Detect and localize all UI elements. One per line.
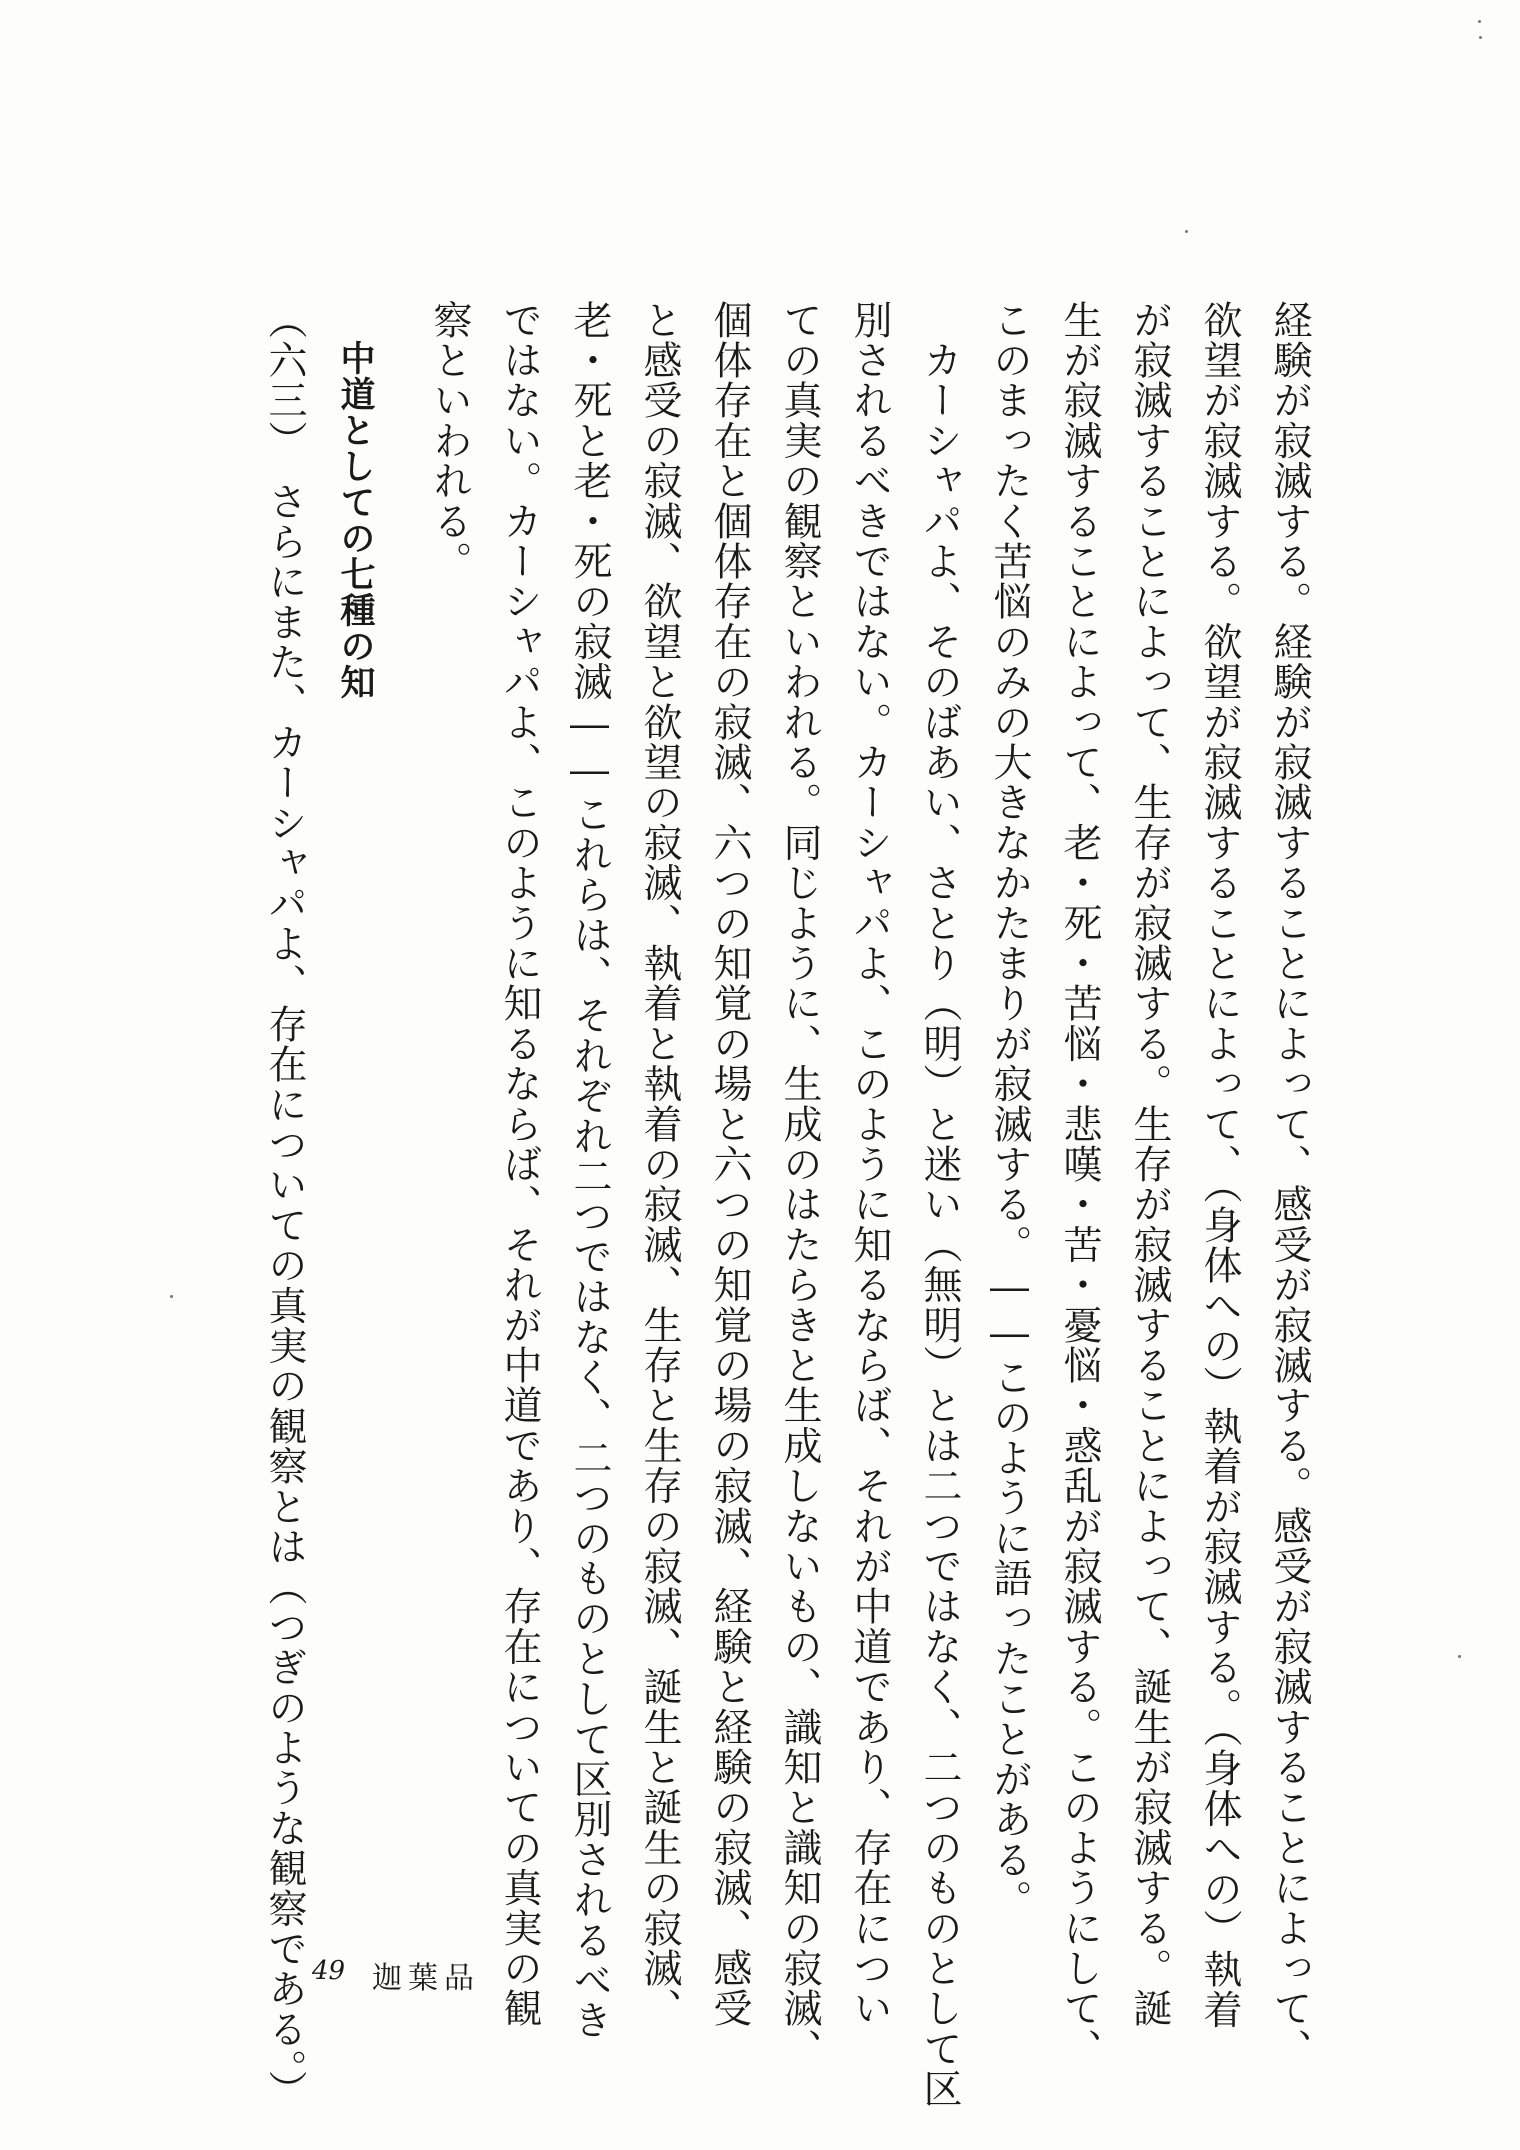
body-column-3: が寂滅することによって、生存が寂滅する。生存が寂滅することによって、誕生が寂滅する。誕 (1127, 300, 1172, 2029)
body-column-13: 察といわれる。 (427, 300, 472, 582)
body-column-5: このまったく苦悩のみの大きなかたまりが寂滅する。――このように語ったことがある。 (987, 300, 1032, 1920)
body-column-6: カーシャパよ、そのばあい、さとり（明）と迷い（無明）とは二つではなく、二つのものとして区 (917, 300, 962, 2109)
scan-speck (1185, 230, 1188, 233)
scan-speck (1478, 20, 1481, 23)
section-column-1: （六三） さらにまた、カーシャパよ、存在についての真実の観察とは（つぎのような観察である。） (262, 300, 307, 2111)
body-column-8: ての真実の観察といわれる。同じように、生成のはたらきと生成しないもの、識知と識知の寂滅、 (777, 300, 822, 2069)
section-heading: 中道としての七種の知 (335, 340, 375, 700)
scan-speck (1458, 1655, 1461, 1658)
body-column-10: と感受の寂滅、欲望と欲望の寂滅、執着と執着の寂滅、生存と生存の寂滅、誕生と誕生の寂滅、 (637, 300, 682, 2029)
body-column-12: ではない。カーシャパよ、このように知るならば、それが中道であり、存在についての真実の観 (497, 300, 542, 2029)
body-column-7: 別されるべきではない。カーシャパよ、このように知るならば、それが中道であり、存在につい (847, 300, 892, 2029)
body-column-1: 経験が寂滅する。経験が寂滅することによって、感受が寂滅する。感受が寂滅することによって、 (1267, 300, 1312, 2069)
body-column-4: 生が寂滅することによって、老・死・苦悩・悲嘆・苦・憂悩・惑乱が寂滅する。このようにして、 (1057, 300, 1102, 2069)
scan-speck (1479, 36, 1482, 39)
body-column-11: 老・死と老・死の寂滅――これらは、それぞれ二つではなく、二つのものとして区別されるべき (567, 300, 612, 2041)
body-column-2: 欲望が寂滅する。欲望が寂滅することによって、（身体への）執着が寂滅する。（身体への）執着 (1197, 300, 1242, 2030)
chapter-title: 迦葉品 (372, 1961, 480, 1996)
page-number: 49 (312, 1956, 346, 1986)
scan-speck (170, 1295, 173, 1298)
body-column-9: 個体存在と個体存在の寂滅、六つの知覚の場と六つの知覚の場の寂滅、経験と経験の寂滅、感受 (707, 300, 752, 2029)
